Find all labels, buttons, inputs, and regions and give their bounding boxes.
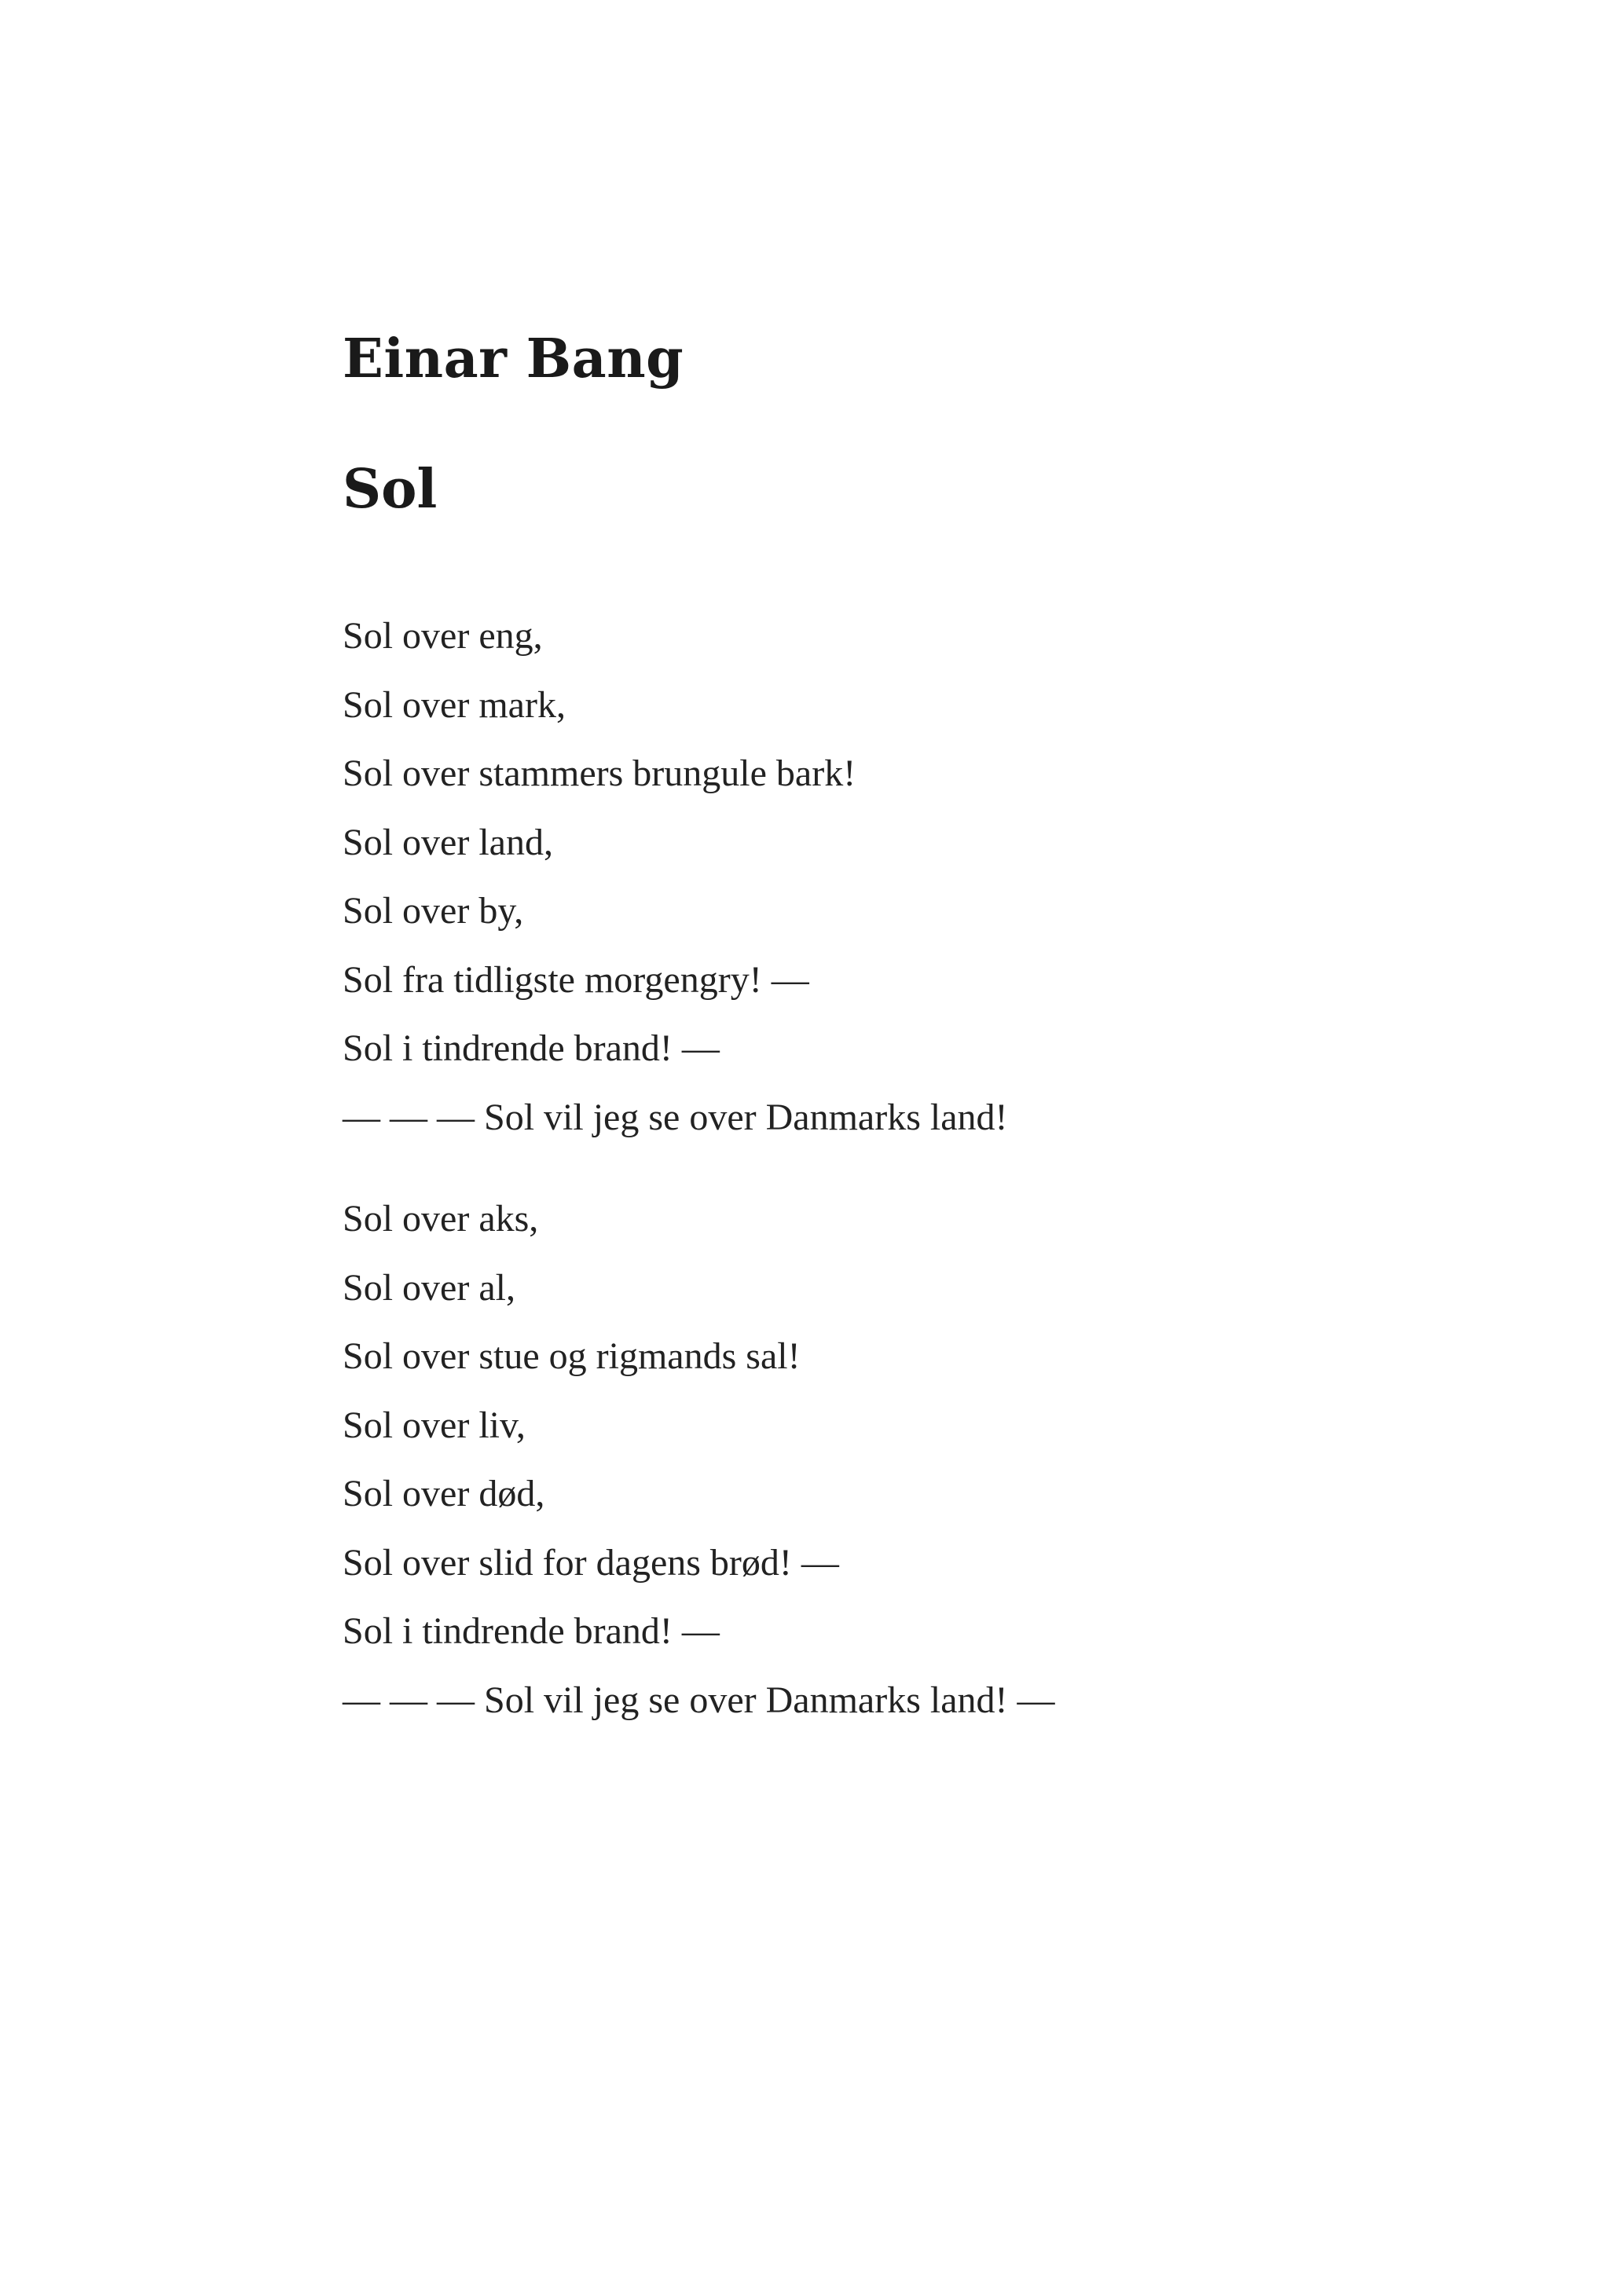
poem-line: — — — Sol vil jeg se over Danmarks land! <box>343 1096 1008 1138</box>
poem-line: Sol i tindrende brand! — <box>343 1610 720 1652</box>
poem-line: Sol over al, <box>343 1266 515 1309</box>
stanza-2 <box>343 1196 1443 1745</box>
poem-line: Sol over land, <box>343 821 553 863</box>
poem-line: Sol over slid for dagens brød! — <box>343 1541 839 1584</box>
poem-line: Sol over død, <box>343 1473 545 1514</box>
stanza-1 <box>343 613 1443 1163</box>
poem-line: Sol over mark, <box>343 683 566 726</box>
poem-line: Sol fra tidligste morgengry! — <box>343 958 809 1001</box>
poem-line: Sol over stue og rigmands sal! <box>343 1335 801 1377</box>
poem-line: Sol over eng, <box>343 615 543 657</box>
poem-line: Sol over liv, <box>343 1404 526 1446</box>
poem-line: Sol i tindrende brand! — <box>343 1027 720 1069</box>
poem-title: Sol <box>343 458 438 521</box>
poem-line: Sol over aks, <box>343 1198 539 1240</box>
poem-line: Sol over by, <box>343 890 524 932</box>
poem-line: Sol over stammers brungule bark! <box>343 753 856 794</box>
poem-line: — — — Sol vil jeg se over Danmarks land! — <box>343 1679 1055 1721</box>
poem-body <box>343 613 1443 1745</box>
author-heading: Einar Bang <box>343 328 684 390</box>
